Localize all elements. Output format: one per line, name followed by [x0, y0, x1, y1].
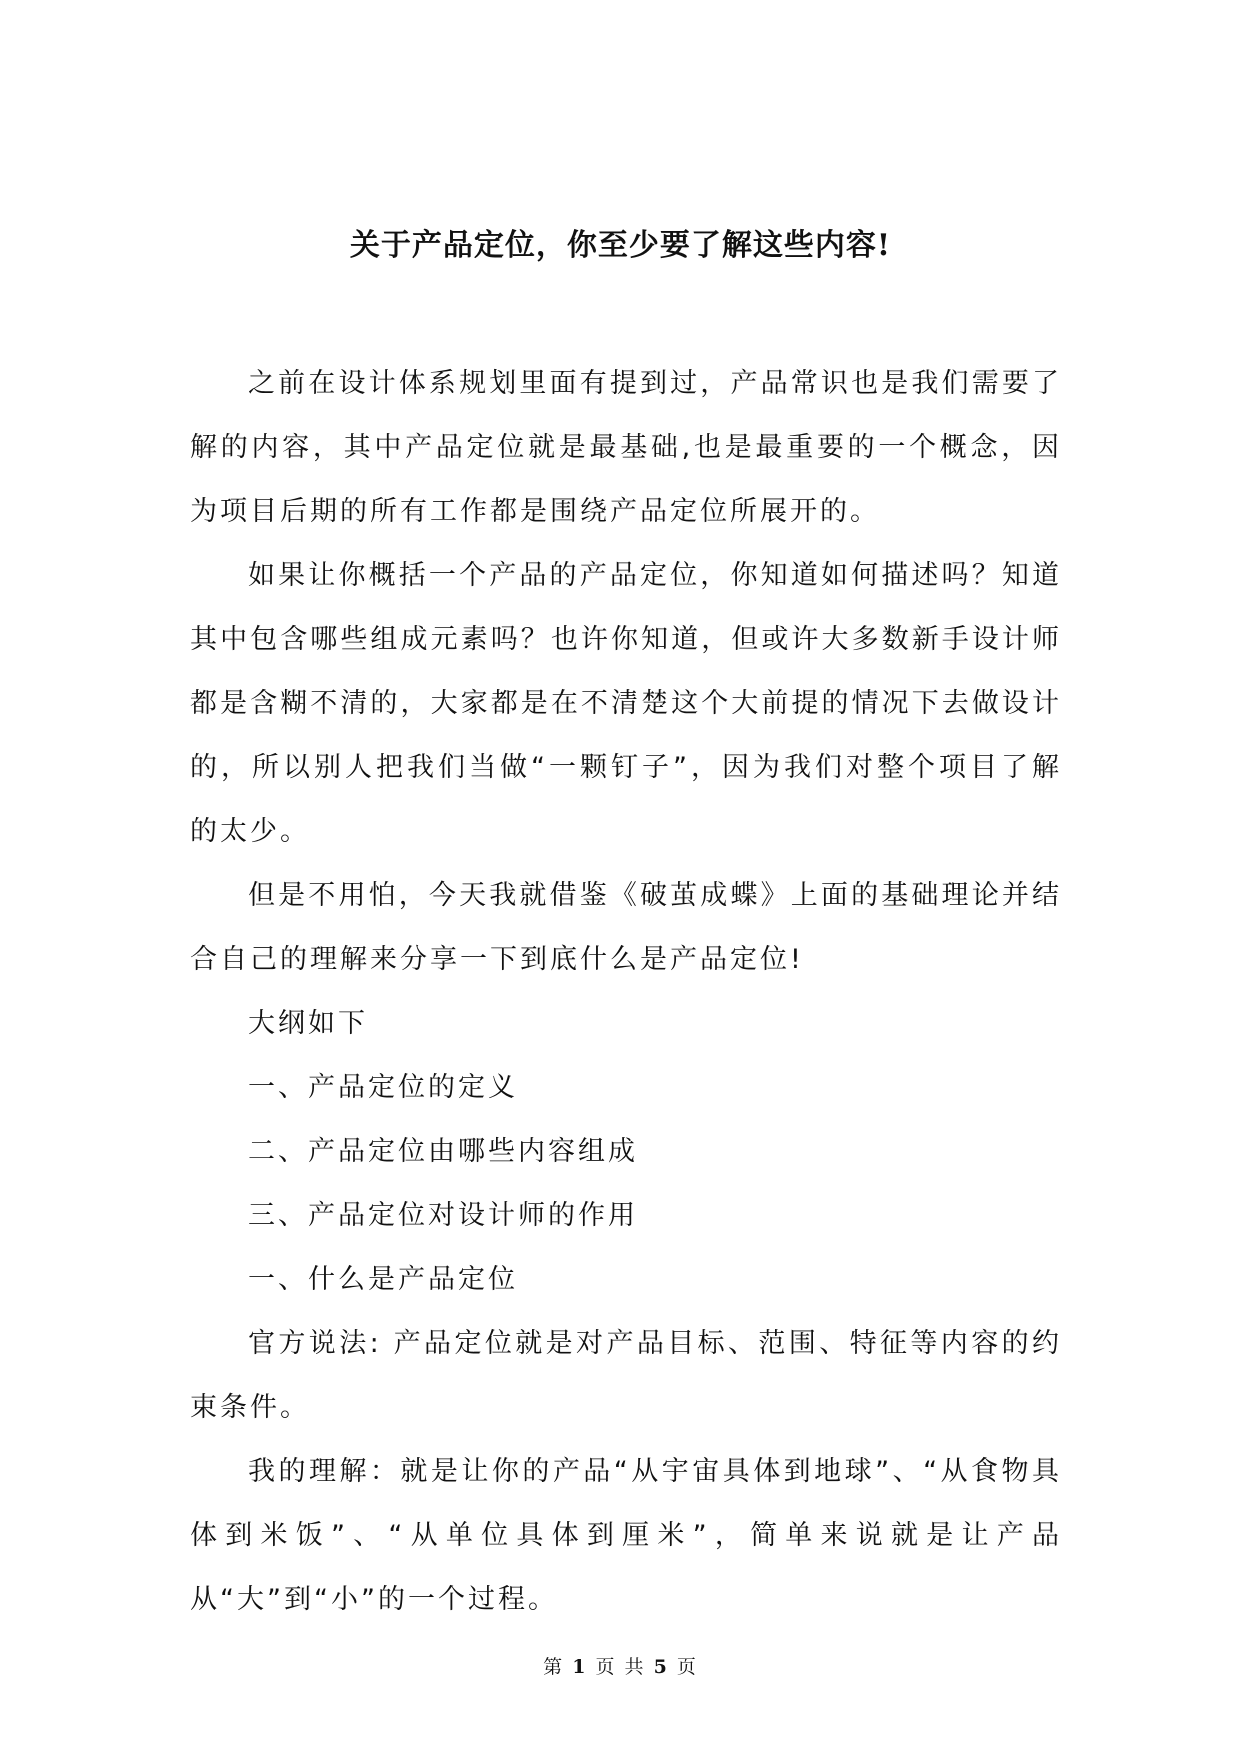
outline-item-3: 三、产品定位对设计师的作用 — [248, 1200, 638, 1231]
document-title: 关于产品定位，你至少要了解这些内容! — [349, 228, 892, 263]
paragraph-official-definition: 官方说法: 产品定位就是对产品目标、范围、特征等内容的约束条件。 — [190, 1328, 1062, 1423]
section-heading-1: 一、什么是产品定位 — [248, 1264, 518, 1295]
document-body — [190, 352, 1062, 1632]
paragraph-question: 如果让你概括一个产品的产品定位，你知道如何描述吗？知道其中包含哪些组成元素吗？也许你知道，但或许大多数新手设计师都是含糊不清的，大家都是在不清楚这个大前提的情况下去做设计的，所以别人把我们当做“一颗钉子”，因为我们对整个项目了解的太少。 — [190, 560, 1062, 847]
outline-item-2: 二、产品定位由哪些内容组成 — [248, 1136, 638, 1167]
paragraph-reassurance: 但是不用怕，今天我就借鉴《破茧成蝶》上面的基础理论并结合自己的理解来分享一下到底什么是产品定位! — [190, 880, 1062, 975]
current-page-number: 1 — [572, 1656, 588, 1678]
total-pages-number: 5 — [653, 1656, 669, 1678]
paragraph-intro: 之前在设计体系规划里面有提到过，产品常识也是我们需要了解的内容，其中产品定位就是最基础,也是最重要的一个概念，因为项目后期的所有工作都是围绕产品定位所展开的。 — [190, 368, 1062, 527]
outline-heading: 大纲如下 — [248, 1008, 368, 1039]
footer-prefix: 第 — [543, 1656, 565, 1678]
paragraph-my-understanding: 我的理解：就是让你的产品“从宇宙具体到地球”、“从食物具体到米饭”、“从单位具体到厘米”，简单来说就是让产品从“大”到“小”的一个过程。 — [190, 1456, 1062, 1615]
page-footer — [0, 1655, 1241, 1679]
footer-suffix: 页 — [676, 1656, 698, 1678]
outline-item-1: 一、产品定位的定义 — [248, 1072, 518, 1103]
footer-middle: 页 共 — [595, 1656, 646, 1678]
